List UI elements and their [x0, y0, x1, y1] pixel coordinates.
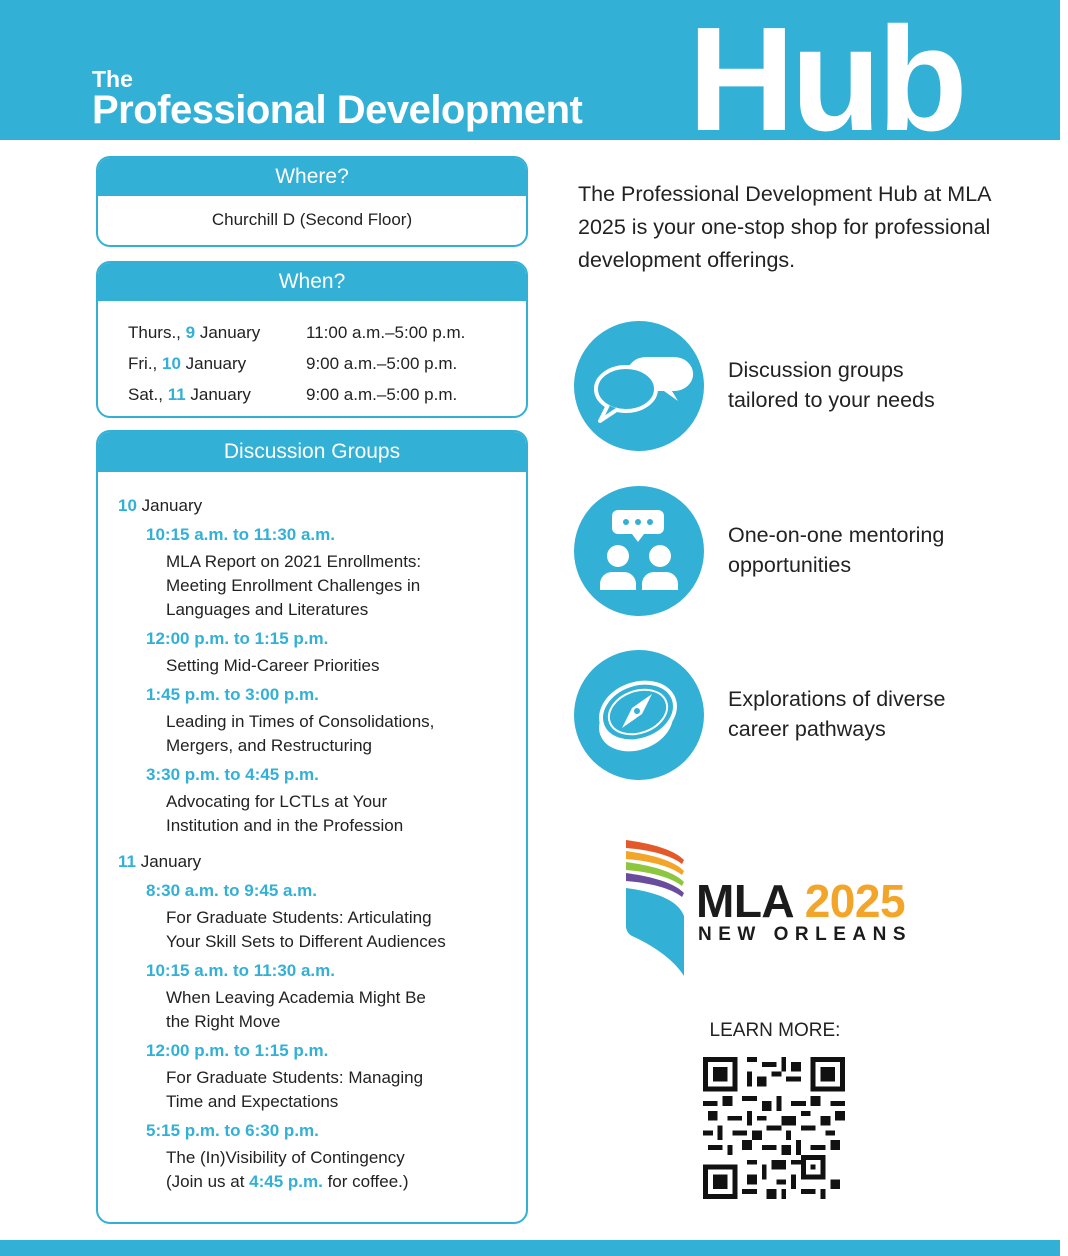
- note-suffix: for coffee.): [322, 1172, 409, 1191]
- where-location: Churchill D (Second Floor): [211, 210, 413, 229]
- slot-title-line: Time and Expectations: [166, 1092, 339, 1111]
- slot-time: 3:30 p.m. to 4:45 p.m.: [146, 765, 319, 784]
- date-month: January: [136, 496, 203, 515]
- slot-title: [166, 986, 526, 1034]
- feature-discussion-groups: [574, 321, 1034, 451]
- slot-time: 10:15 a.m. to 11:30 a.m.: [146, 525, 335, 544]
- when-hours: 9:00 a.m.–5:00 p.m.: [306, 354, 458, 373]
- qr-code-icon[interactable]: [703, 1057, 845, 1199]
- day-month: January: [185, 385, 251, 404]
- when-row: [128, 317, 526, 348]
- title-professional-development: Professional Development: [92, 88, 583, 132]
- slot-title-line: The (In)Visibility of Contingency: [166, 1148, 405, 1167]
- title-the: The: [92, 66, 133, 92]
- when-day: [128, 317, 306, 348]
- slot-title-line: For Graduate Students: Managing: [166, 1068, 424, 1087]
- slot-time: 5:15 p.m. to 6:30 p.m.: [146, 1121, 319, 1140]
- slot-note: [166, 1170, 526, 1194]
- when-box: [96, 261, 528, 418]
- date-heading: [118, 494, 526, 518]
- slot-title-line: Meeting Enrollment Challenges in: [166, 576, 421, 595]
- discussion-groups-list: [98, 472, 526, 1194]
- when-day: [128, 348, 306, 379]
- note-prefix: (Join us at: [166, 1172, 250, 1191]
- feature-line: One-on-one mentoring: [728, 523, 945, 547]
- mla-year: 2025: [804, 875, 906, 927]
- slot-title-line: When Leaving Academia Might Be: [166, 988, 426, 1007]
- slot-title: [166, 1066, 526, 1114]
- mla-2025-logo[interactable]: [624, 838, 944, 978]
- slot-title-line: MLA Report on 2021 Enrollments:: [166, 552, 422, 571]
- feature-line: Explorations of diverse: [728, 687, 946, 711]
- slot-title: [166, 550, 526, 622]
- slot-title: [166, 906, 526, 954]
- slot-title-line: Your Skill Sets to Different Audiences: [166, 932, 446, 951]
- feature-text: [728, 520, 1018, 580]
- mla-city: NEW ORLEANS: [698, 924, 912, 945]
- when-hours: 9:00 a.m.–5:00 p.m.: [306, 385, 458, 404]
- slot-title-line: Setting Mid-Career Priorities: [166, 656, 380, 675]
- slot-time: 12:00 p.m. to 1:15 p.m.: [146, 1041, 329, 1060]
- when-row: [128, 348, 526, 379]
- slot-title-line: Mergers, and Restructuring: [166, 736, 372, 755]
- feature-text: [728, 684, 1018, 744]
- learn-more-label: LEARN MORE:: [709, 1020, 841, 1041]
- stripes-logo-icon: [624, 838, 694, 978]
- intro-text: The Professional Development Hub at MLA 2025 is your one-stop shop for professional development offerings.: [578, 182, 991, 272]
- feature-line: opportunities: [728, 553, 852, 577]
- where-heading: Where?: [98, 158, 526, 196]
- date-heading: [118, 850, 526, 874]
- when-hours: 11:00 a.m.–5:00 p.m.: [306, 323, 466, 342]
- compass-icon: [574, 650, 704, 780]
- feature-career-pathways: [574, 650, 1034, 780]
- discussion-groups-heading: Discussion Groups: [98, 432, 526, 472]
- slot-time: 12:00 p.m. to 1:15 p.m.: [146, 629, 329, 648]
- feature-line: career pathways: [728, 717, 886, 741]
- day-number: 11: [167, 385, 186, 404]
- date-number: 10: [118, 496, 137, 515]
- slot-title-line: Institution and in the Profession: [166, 816, 404, 835]
- slot-title-line: the Right Move: [166, 1012, 281, 1031]
- slot-title: [166, 654, 526, 678]
- feature-line: Discussion groups: [728, 358, 904, 382]
- footer-bar: [0, 1240, 1060, 1256]
- when-heading: When?: [98, 263, 526, 301]
- slot-title-line: Languages and Literatures: [166, 600, 369, 619]
- mla-org: MLA: [696, 875, 793, 927]
- slot-time: 1:45 p.m. to 3:00 p.m.: [146, 685, 319, 704]
- day-prefix: Thurs.,: [128, 323, 186, 342]
- where-box: [96, 156, 528, 247]
- day-number: 9: [185, 323, 196, 342]
- slot-time: 8:30 a.m. to 9:45 a.m.: [146, 881, 318, 900]
- discussion-groups-box: [96, 430, 528, 1224]
- date-number: 11: [118, 852, 136, 871]
- when-row: [128, 379, 526, 410]
- note-time: 4:45 p.m.: [249, 1172, 323, 1191]
- mla-wordmark: [696, 874, 905, 928]
- mentoring-people-icon: [574, 486, 704, 616]
- when-day: [128, 379, 306, 410]
- slot-title: [166, 1146, 526, 1194]
- day-month: January: [180, 354, 247, 373]
- day-prefix: Sat.,: [128, 385, 168, 404]
- feature-mentoring: [574, 486, 1034, 616]
- day-month: January: [195, 323, 261, 342]
- title-hub: Hub: [688, 0, 964, 162]
- slot-title-line: For Graduate Students: Articulating: [166, 908, 432, 927]
- when-schedule: [98, 301, 526, 410]
- slot-title-line: Leading in Times of Consolidations,: [166, 712, 435, 731]
- feature-line: tailored to your needs: [728, 388, 935, 412]
- slot-title-line: Advocating for LCTLs at Your: [166, 792, 388, 811]
- slot-title: [166, 710, 526, 758]
- slot-time: 10:15 a.m. to 11:30 a.m.: [146, 961, 335, 980]
- date-month: January: [135, 852, 202, 871]
- speech-bubbles-icon: [574, 321, 704, 451]
- feature-text: [728, 355, 1018, 415]
- day-number: 10: [162, 354, 181, 373]
- slot-title: [166, 790, 526, 838]
- day-prefix: Fri.,: [128, 354, 162, 373]
- header-banner: [0, 0, 1060, 162]
